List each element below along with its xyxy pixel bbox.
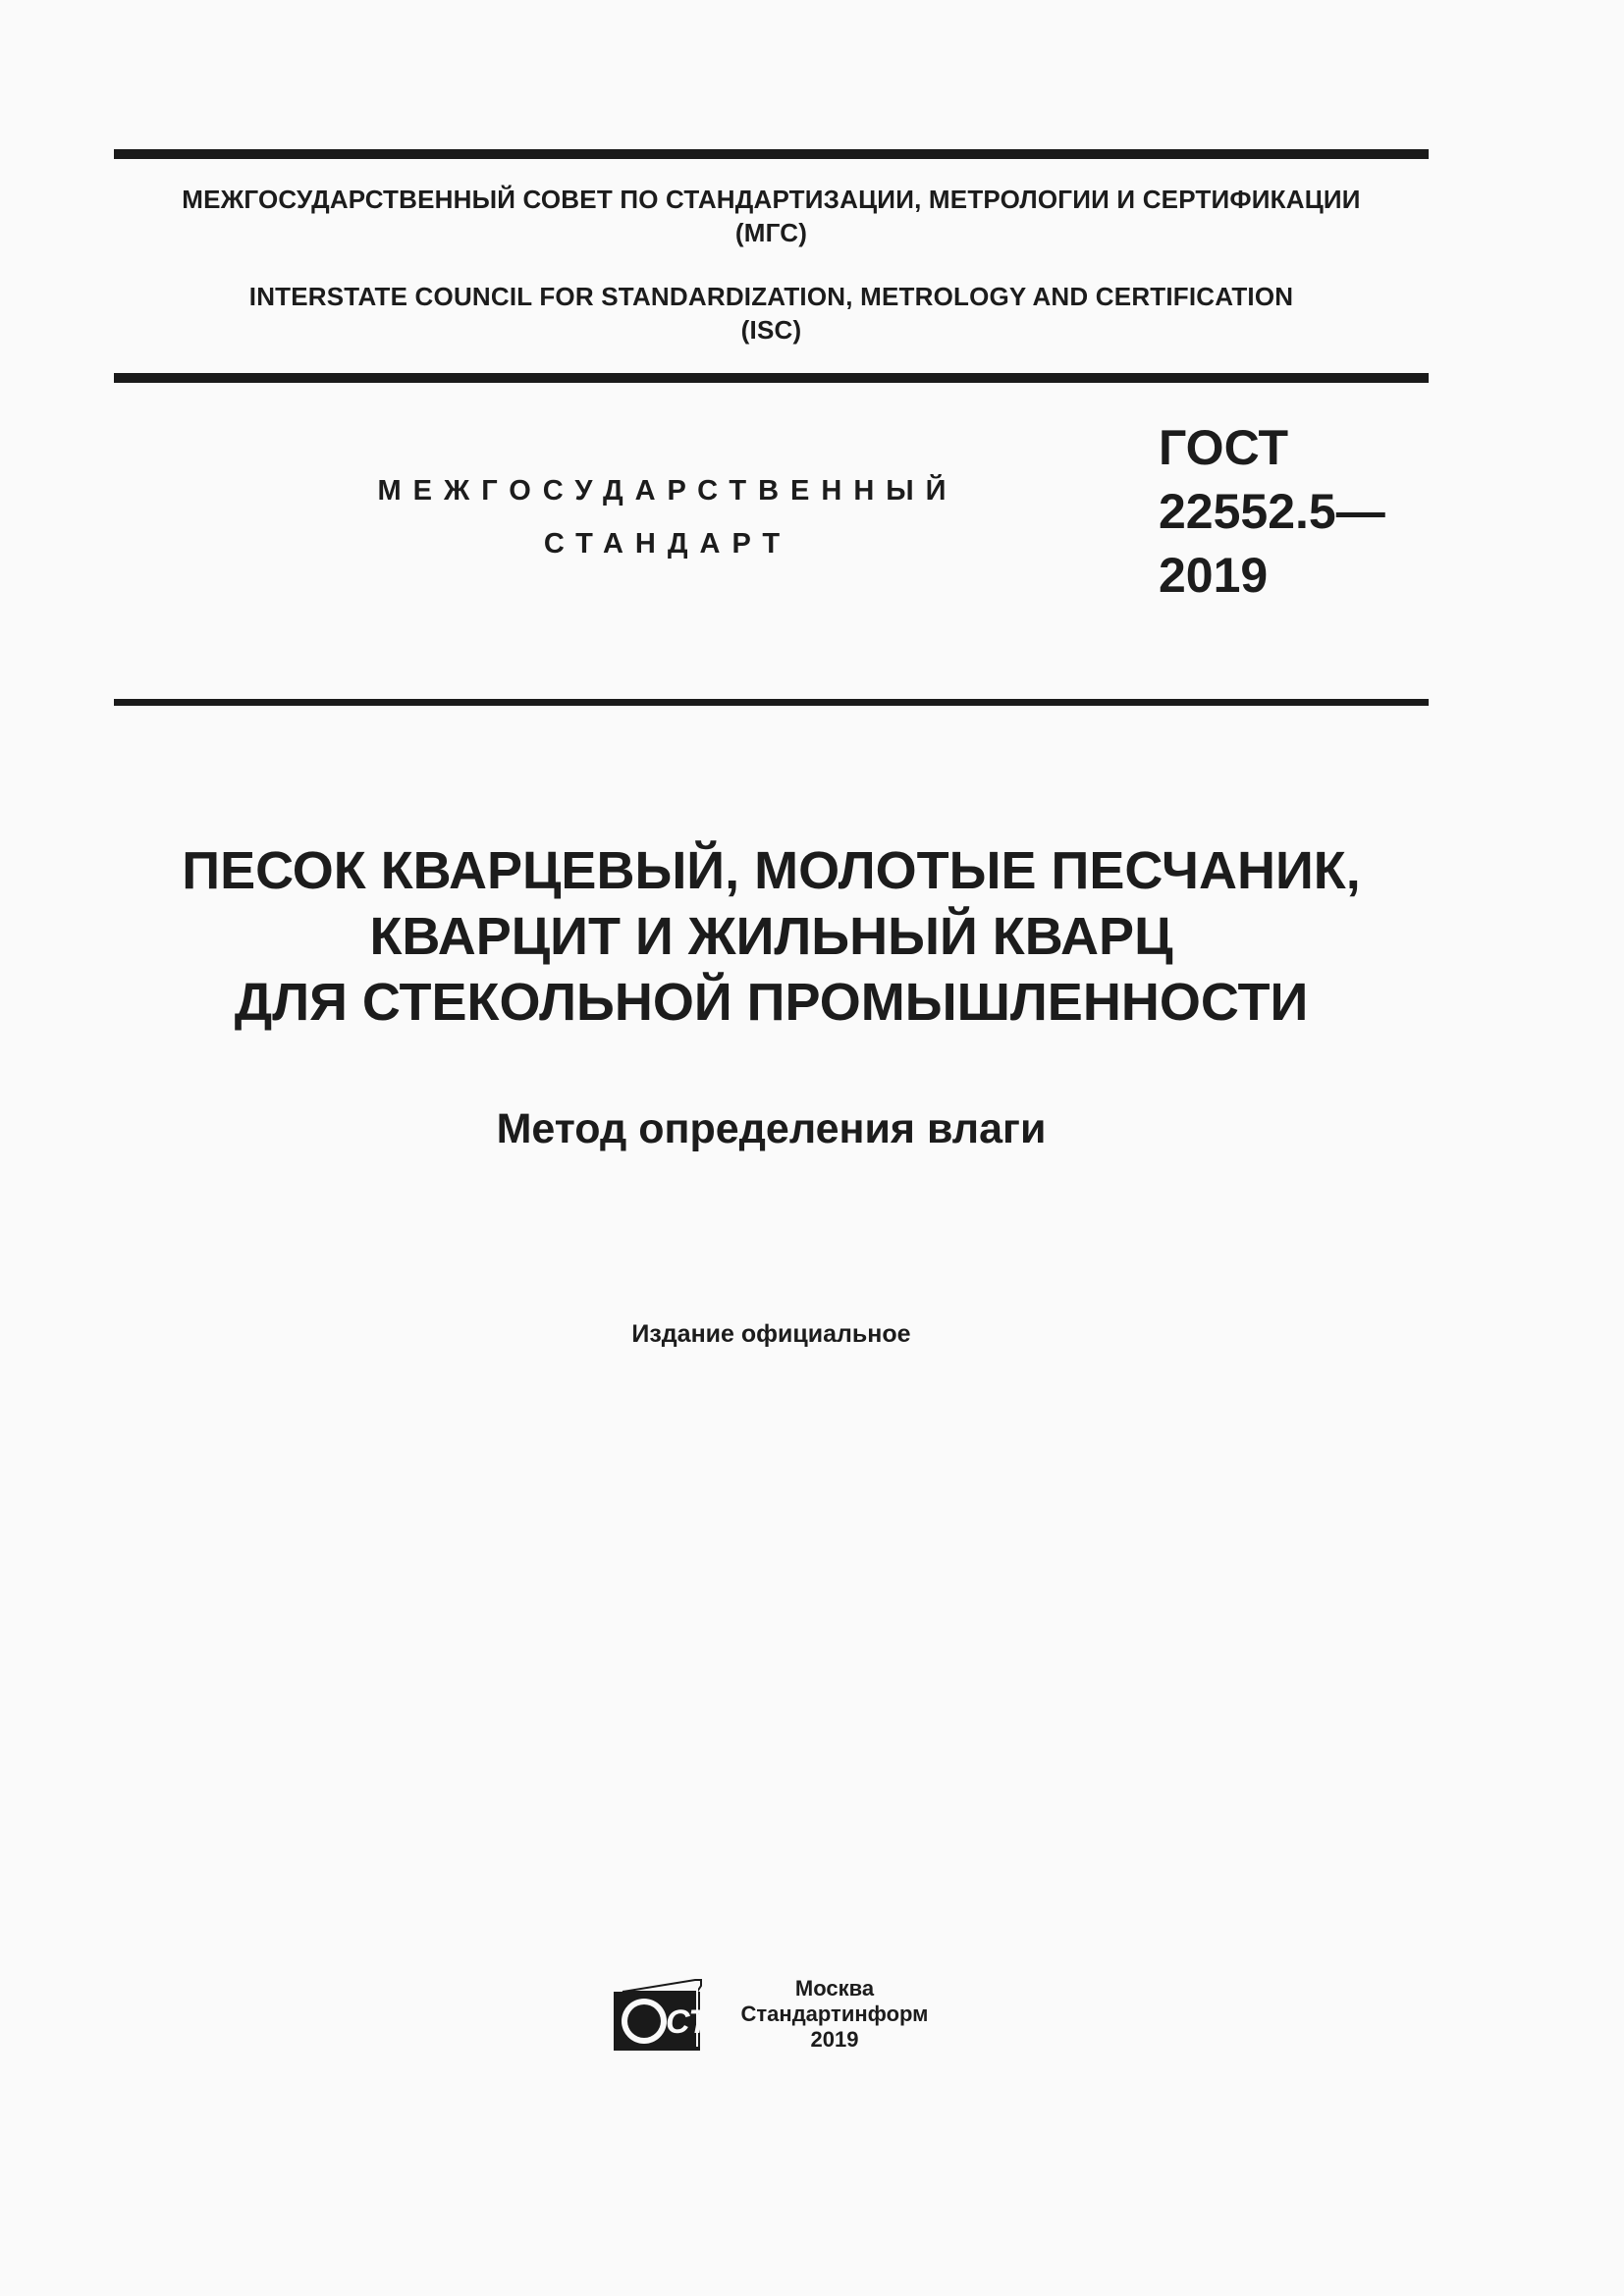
publisher-year: 2019 xyxy=(810,2027,859,2052)
publisher-city: Москва xyxy=(794,1976,875,2001)
gost-number: 22552.5— xyxy=(1159,484,1385,539)
designation-rule xyxy=(114,699,1429,706)
gost-prefix: ГОСТ xyxy=(1159,420,1288,475)
document-title xyxy=(114,838,1429,1036)
standard-type-line-1: МЕЖГОСУДАРСТВЕННЫЙ xyxy=(377,475,958,507)
top-rule xyxy=(114,149,1429,159)
edition-note: Издание официальное xyxy=(631,1320,911,1348)
publisher-block xyxy=(727,1976,943,2053)
logo-letters: СТИ xyxy=(666,2003,733,2041)
council-name-en: INTERSTATE COUNCIL FOR STANDARDIZATION, METROLOGY AND CERTIFICATION xyxy=(248,282,1294,311)
publisher-name: Стандартинформ xyxy=(740,2002,929,2026)
gost-designation xyxy=(1159,416,1385,608)
logo-inner-circle xyxy=(627,2004,661,2038)
council-abbr-en: (ISC) xyxy=(740,315,802,345)
title-line-2: КВАРЦИТ И ЖИЛЬНЫЙ КВАРЦ xyxy=(369,907,1173,966)
document-subtitle: Метод определения влаги xyxy=(496,1105,1047,1152)
gost-year: 2019 xyxy=(1159,548,1269,603)
title-line-1: ПЕСОК КВАРЦЕВЫЙ, МОЛОТЫЕ ПЕСЧАНИК, xyxy=(182,841,1361,900)
logo-graphic xyxy=(613,1978,733,2053)
standard-type-line-2: СТАНДАРТ xyxy=(543,528,792,560)
council-name-ru-block xyxy=(114,183,1429,249)
header-rule xyxy=(114,373,1429,383)
council-name-en-block xyxy=(114,280,1429,347)
council-name-ru: МЕЖГОСУДАРСТВЕННЫЙ СОВЕТ ПО СТАНДАРТИЗАЦИИ, МЕТРОЛОГИИ И СЕРТИФИКАЦИИ xyxy=(182,185,1361,214)
council-abbr-ru: (МГС) xyxy=(734,218,808,247)
title-line-3: ДЛЯ СТЕКОЛЬНОЙ ПРОМЫШЛЕННОСТИ xyxy=(234,973,1309,1032)
logo-page-edge xyxy=(623,1980,701,1992)
standartinform-logo-icon xyxy=(613,1978,733,2053)
